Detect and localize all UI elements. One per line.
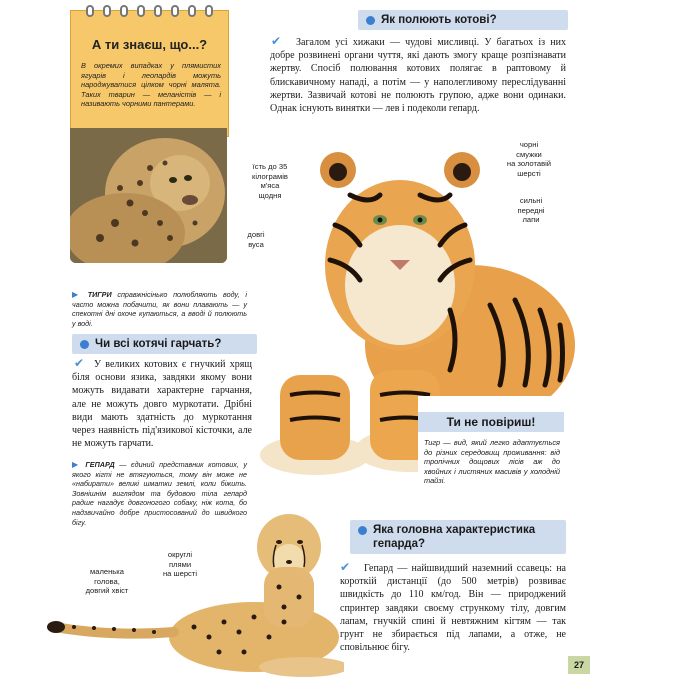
bullet-icon bbox=[366, 16, 375, 25]
cheetah-title: Яка головна характеристика гепарда? bbox=[373, 524, 536, 550]
cheetah-header bbox=[350, 520, 566, 554]
growl-text: У великих котових є гнучкий хрящ біля основи язика, завдяки якому вони можуть видавати характерне гарчання, але не можуть довго муркотати. Дрібні види мають здатність до муркотання через наявність під'язикової кісточки, але не можуть гарчати. bbox=[72, 359, 252, 450]
cheetah-note-text: — єдиний представник котових, у якого кігті не втягуються, тому він може не «набирати» великі шматки землі, коли біжить. Зовнішнім виглядом та будовою тіла гепард радше нагадує довгоногого собаку, ніж кота, бо надзвичайно добре пристосований до швидкого бігу. bbox=[72, 460, 248, 527]
you-wont-believe-title: Ти не повіриш! bbox=[418, 412, 564, 432]
jaguar-illustration bbox=[70, 128, 227, 263]
label-head: маленька голова, довгий хвіст bbox=[85, 567, 129, 596]
growl-title: Чи всі котячі гарчать? bbox=[95, 338, 222, 350]
notepad-rings bbox=[71, 5, 228, 19]
tigers-lead: ТИГРИ bbox=[87, 290, 112, 299]
ring-icon bbox=[86, 5, 94, 17]
hunt-title: Як полюють котові? bbox=[381, 14, 497, 26]
cheetah-text: Гепард — найшвидший наземний ссавець: на короткій дистанції (до 500 метрів) розвиває швидкість до 110 км/год. Він — природжений спринтер завдяки своєму стрункому тілу, довгим лапам, гнучкій спині й невтяжним кігтям — так грунт не збирається під лапами, а отже, не сповільнює бігу. bbox=[340, 563, 566, 654]
hunt-header bbox=[358, 10, 568, 30]
jaguar-photo bbox=[70, 128, 227, 263]
label-eats: їсть до 35 кілограмів м'яса щодня bbox=[252, 162, 288, 200]
tigers-text: справжнісінько полюбляють воду, і часто можна побачити, як вони плавають — у спекотні дні охоче купаються, а вводі й полюють у воді. bbox=[72, 290, 247, 328]
triangle-marker-icon: ▶ bbox=[72, 460, 81, 469]
ring-icon bbox=[171, 5, 179, 17]
did-you-know-box bbox=[70, 10, 229, 137]
checkmark-icon: ✔ bbox=[271, 34, 282, 48]
ring-icon bbox=[154, 5, 162, 17]
cheetah-photo bbox=[44, 512, 344, 687]
ring-icon bbox=[120, 5, 128, 17]
label-whiskers: довгі вуса bbox=[247, 230, 265, 249]
triangle-marker-icon: ▶ bbox=[72, 290, 82, 299]
did-you-know-text: В окремих випадках у плямистих ягуарів і леопардів можуть народжуватися цілком чорні малята. Таких тварин — меланістів — і називають чорними пантерами. bbox=[81, 61, 221, 109]
bullet-icon bbox=[80, 340, 89, 349]
growl-header bbox=[72, 334, 257, 354]
label-stripes: чорні смужки на золотавій шерсті bbox=[506, 140, 552, 178]
ring-icon bbox=[205, 5, 213, 17]
ring-icon bbox=[188, 5, 196, 17]
cheetah-text-block bbox=[340, 562, 566, 654]
ring-icon bbox=[137, 5, 145, 17]
page-number: 27 bbox=[568, 656, 590, 674]
you-wont-believe-text: Тигр — вид, який легко адаптується до різних середовищ проживання: від тропічних дощових лісів аж до хвойних і листяних масивів у холодній тайзі. bbox=[424, 438, 560, 486]
tigers-note bbox=[72, 290, 247, 328]
growl-text-block bbox=[72, 358, 252, 450]
ring-icon bbox=[103, 5, 111, 17]
label-spots: округлі плями на шерсті bbox=[162, 550, 198, 579]
cheetah-lead: ГЕПАРД bbox=[85, 460, 115, 469]
checkmark-icon: ✔ bbox=[74, 356, 85, 370]
checkmark-icon: ✔ bbox=[340, 560, 351, 574]
label-paws: сильні передні лапи bbox=[517, 196, 545, 225]
hunt-text: Загалом усі хижаки — чудові мисливці. У багатьох із них добре розвинені органи чуття, які дають змогу краще розпізнавати жертву. Спосіб полювання котових полягає в раптовому й блискавичному нападі, а потім — у наполегливому переслідуванні жертви. Зазвичай котові не полюють групою, адже вони одинаки. Однак існують винятки — лев і подеколи гепард. bbox=[270, 37, 566, 115]
you-wont-believe-box bbox=[418, 396, 564, 514]
bullet-icon bbox=[358, 526, 367, 535]
hunt-text-block bbox=[270, 36, 566, 115]
did-you-know-title: А ти знаєш, що...? bbox=[91, 37, 208, 52]
